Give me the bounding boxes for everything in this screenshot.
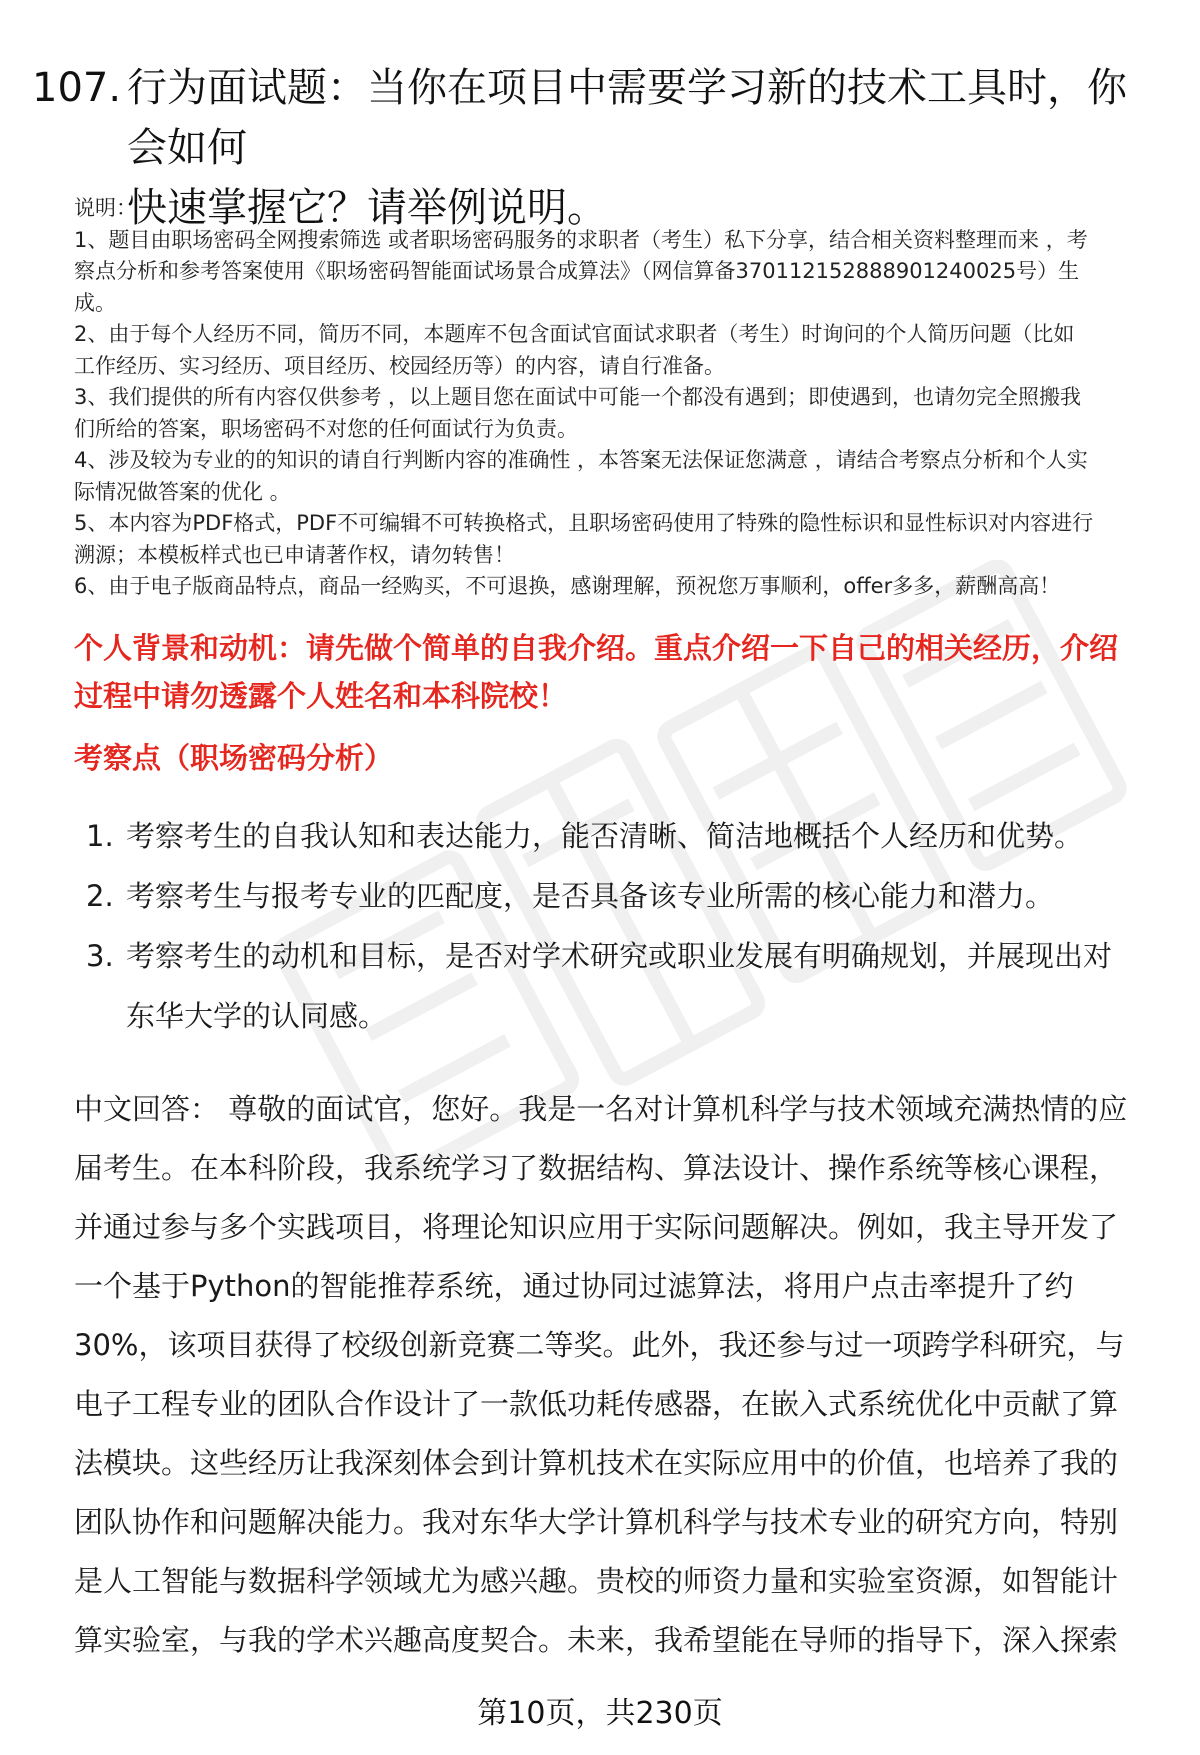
section-heading-line-2: 过程中请勿透露个人姓名和本科院校！ bbox=[74, 679, 568, 713]
notes-block bbox=[74, 193, 1164, 603]
notes-line: 溯源；本模板样式也已申请著作权，请勿转售！ bbox=[74, 542, 515, 567]
page-footer: 第10页，共230页 bbox=[477, 1696, 723, 1731]
question-title-line-2: 快速掌握它？请举例说明。 bbox=[127, 185, 607, 231]
list-item-text: 考察考生的自我认知和表达能力，能否清晰、简洁地概括个人经历和优势。 bbox=[126, 819, 1084, 853]
list-item-text: 考察考生的动机和目标，是否对学术研究或职业发展有明确规划，并展现出对 bbox=[126, 939, 1113, 973]
notes-line: 4、涉及较为专业的的知识的请自行判断内容的准确性 ，本答案无法保证您满意 ，请结合考察点分析和个人实 bbox=[74, 448, 1088, 472]
notes-line: 成。 bbox=[74, 290, 116, 315]
notes-line: 3、我们提供的所有内容仅供参考 ，以上题目您在面试中可能一个都没有遇到；即使遇到，也请勿完全照搬我 bbox=[74, 385, 1082, 409]
answer-line: 团队协作和问题解决能力。我对东华大学计算机科学与技术专业的研究方向，特别 bbox=[74, 1505, 1119, 1539]
notes-line: 5、本内容为PDF格式，PDF不可编辑不可转换格式，且职场密码使用了特殊的隐性标识和显性标识对内容进行 bbox=[74, 511, 1094, 535]
section-heading bbox=[74, 624, 1164, 720]
list-item-index: 3. bbox=[86, 939, 114, 973]
list-item bbox=[74, 866, 1164, 926]
list-item-text: 东华大学的认同感。 bbox=[126, 999, 388, 1033]
question-number: 107. bbox=[32, 65, 122, 111]
list-item bbox=[74, 806, 1164, 866]
list-item-index: 1. bbox=[86, 819, 114, 853]
question-title-line-1: 行为面试题：当你在项目中需要学习新的技术工具时，你会如何 bbox=[127, 65, 1127, 171]
section-heading-line-1: 个人背景和动机：请先做个简单的自我介绍。重点介绍一下自己的相关经历，介绍 bbox=[74, 631, 1119, 665]
answer-line: 是人工智能与数据科学领域尤为感兴趣。贵校的师资力量和实验室资源，如智能计 bbox=[74, 1564, 1119, 1598]
list-item bbox=[74, 926, 1164, 1046]
notes-line: 际情况做答案的优化 。 bbox=[74, 479, 291, 504]
notes-line: 察点分析和参考答案使用《职场密码智能面试场景合成算法》（网信算备370112152888901240025号）生 bbox=[74, 259, 1080, 283]
answer-line: 电子工程专业的团队合作设计了一款低功耗传感器，在嵌入式系统优化中贡献了算 bbox=[74, 1387, 1119, 1421]
analysis-points bbox=[74, 806, 1164, 1046]
answer-line: 法模块。这些经历让我深刻体会到计算机技术在实际应用中的价值，也培养了我的 bbox=[74, 1446, 1119, 1480]
notes-line: 说明： bbox=[74, 196, 137, 220]
notes-line: 工作经历、实习经历、项目经历、校园经历等）的内容，请自行准备。 bbox=[74, 353, 725, 378]
answer-block bbox=[74, 1080, 1164, 1670]
notes-line: 2、由于每个人经历不同，简历不同，本题库不包含面试官面试求职者（考生）时询问的个人简历问题（比如 bbox=[74, 322, 1075, 346]
answer-line: 中文回答： 尊敬的面试官，您好。我是一名对计算机科学与技术领域充满热情的应 bbox=[74, 1092, 1128, 1126]
answer-line: 届考生。在本科阶段，我系统学习了数据结构、算法设计、操作系统等核心课程， bbox=[74, 1151, 1119, 1185]
notes-line: 1、题目由职场密码全网搜索筛选 或者职场密码服务的求职者（考生）私下分享，结合相关资料整理而来 ，考 bbox=[74, 227, 1088, 252]
answer-line: 一个基于Python的智能推荐系统，通过协同过滤算法，将用户点击率提升了约 bbox=[74, 1269, 1074, 1303]
notes-line: 们所给的答案，职场密码不对您的任何面试行为负责。 bbox=[74, 416, 578, 441]
answer-line: 并通过参与多个实践项目，将理论知识应用于实际问题解决。例如，我主导开发了 bbox=[74, 1210, 1119, 1244]
analysis-heading: 考察点（职场密码分析） bbox=[74, 741, 394, 775]
answer-line: 30%，该项目获得了校级创新竞赛二等奖。此外，我还参与过一项跨学科研究，与 bbox=[74, 1328, 1125, 1362]
list-item-text: 考察考生与报考专业的匹配度，是否具备该专业所需的核心能力和潜力。 bbox=[126, 879, 1055, 913]
answer-line: 算实验室，与我的学术兴趣高度契合。未来，我希望能在导师的指导下，深入探索 bbox=[74, 1623, 1119, 1657]
list-item-index: 2. bbox=[86, 879, 114, 913]
notes-line: 6、由于电子版商品特点，商品一经购买，不可退换，感谢理解，预祝您万事顺利，offer多多，薪酬高高！ bbox=[74, 574, 1061, 598]
